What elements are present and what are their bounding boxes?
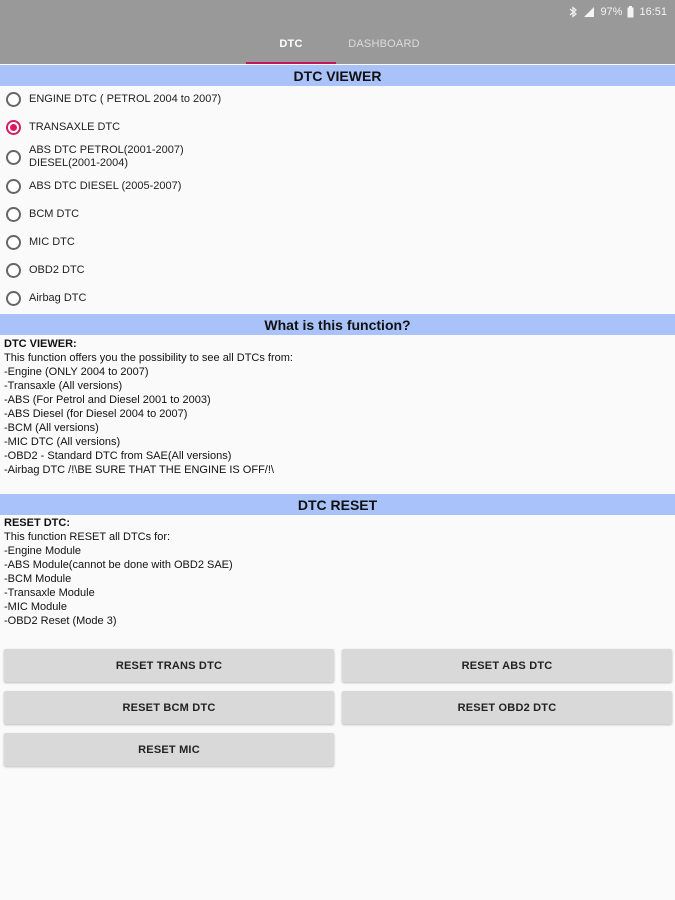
status-bar <box>569 4 667 20</box>
radio-button[interactable] <box>6 207 21 222</box>
radio-label <box>29 144 184 170</box>
tab-dashboard-label: DASHBOARD <box>348 38 420 50</box>
radio-button-selected[interactable] <box>6 120 21 135</box>
tab-dtc-label: DTC <box>279 38 303 50</box>
battery-icon <box>627 6 634 18</box>
reset-line: -OBD2 Reset (Mode 3) <box>4 615 117 627</box>
info-line: -OBD2 - Standard DTC from SAE(All versions) <box>4 450 232 462</box>
info-line: -BCM (All versions) <box>4 422 99 434</box>
info-line: -Airbag DTC /!\BE SURE THAT THE ENGINE IS OFF/!\ <box>4 464 274 476</box>
radio-label: ABS DTC DIESEL (2005-2007) <box>29 180 182 192</box>
radio-label: ENGINE DTC ( PETROL 2004 to 2007) <box>29 93 222 105</box>
reset-line: -Transaxle Module <box>4 587 95 599</box>
reset-abs-dtc-button[interactable]: RESET ABS DTC <box>342 649 672 682</box>
clock: 16:51 <box>639 6 667 18</box>
radio-label: TRANSAXLE DTC <box>29 121 121 133</box>
info-line: -ABS (For Petrol and Diesel 2001 to 2003) <box>4 394 211 406</box>
bluetooth-icon <box>569 6 578 18</box>
radio-button[interactable] <box>6 263 21 278</box>
radio-button[interactable] <box>6 235 21 250</box>
tab-bar <box>0 24 675 64</box>
radio-bcm-dtc[interactable] <box>6 207 79 222</box>
signal-icon <box>583 6 595 18</box>
function-info-heading: DTC VIEWER: <box>4 338 77 350</box>
reset-line: -Engine Module <box>4 545 82 557</box>
reset-mic-button[interactable]: RESET MIC <box>4 733 334 766</box>
radio-label-line2: DIESEL(2001-2004) <box>29 157 129 169</box>
radio-button[interactable] <box>6 179 21 194</box>
radio-mic-dtc[interactable] <box>6 235 75 250</box>
radio-label: Airbag DTC <box>29 292 87 304</box>
reset-trans-dtc-button[interactable]: RESET TRANS DTC <box>4 649 334 682</box>
info-line: -MIC DTC (All versions) <box>4 436 121 448</box>
tab-dtc[interactable] <box>246 24 336 64</box>
function-info-header: What is this function? <box>0 314 675 335</box>
radio-label: OBD2 DTC <box>29 264 85 276</box>
radio-button[interactable] <box>6 150 21 165</box>
dtc-reset-text <box>4 516 664 628</box>
reset-obd2-dtc-button[interactable]: RESET OBD2 DTC <box>342 691 672 724</box>
tab-dashboard[interactable] <box>338 24 430 64</box>
info-line: This function offers you the possibility to see all DTCs from: <box>4 352 293 364</box>
radio-airbag-dtc[interactable] <box>6 291 86 306</box>
battery-percent: 97% <box>600 6 623 18</box>
dtc-reset-header: DTC RESET <box>0 494 675 515</box>
radio-abs-dtc-diesel[interactable] <box>6 179 181 194</box>
radio-obd2-dtc[interactable] <box>6 263 85 278</box>
app-bar <box>0 0 675 64</box>
radio-button[interactable] <box>6 92 21 107</box>
radio-abs-dtc-petrol[interactable] <box>6 144 184 170</box>
radio-transaxle-dtc[interactable] <box>6 120 120 135</box>
info-line: -Transaxle (All versions) <box>4 380 123 392</box>
info-line: -ABS Diesel (for Diesel 2004 to 2007) <box>4 408 188 420</box>
radio-label-line1: ABS DTC PETROL(2001-2007) <box>29 144 184 156</box>
reset-line: -MIC Module <box>4 601 67 613</box>
info-line: -Engine (ONLY 2004 to 2007) <box>4 366 149 378</box>
radio-engine-dtc[interactable] <box>6 92 221 107</box>
function-info-text <box>4 337 664 477</box>
radio-button[interactable] <box>6 291 21 306</box>
reset-line: -ABS Module(cannot be done with OBD2 SAE) <box>4 559 233 571</box>
reset-line: This function RESET all DTCs for: <box>4 531 171 543</box>
dtc-reset-heading: RESET DTC: <box>4 517 70 529</box>
radio-label: MIC DTC <box>29 236 75 248</box>
reset-line: -BCM Module <box>4 573 72 585</box>
radio-label: BCM DTC <box>29 208 80 220</box>
dtc-viewer-header: DTC VIEWER <box>0 65 675 86</box>
reset-bcm-dtc-button[interactable]: RESET BCM DTC <box>4 691 334 724</box>
